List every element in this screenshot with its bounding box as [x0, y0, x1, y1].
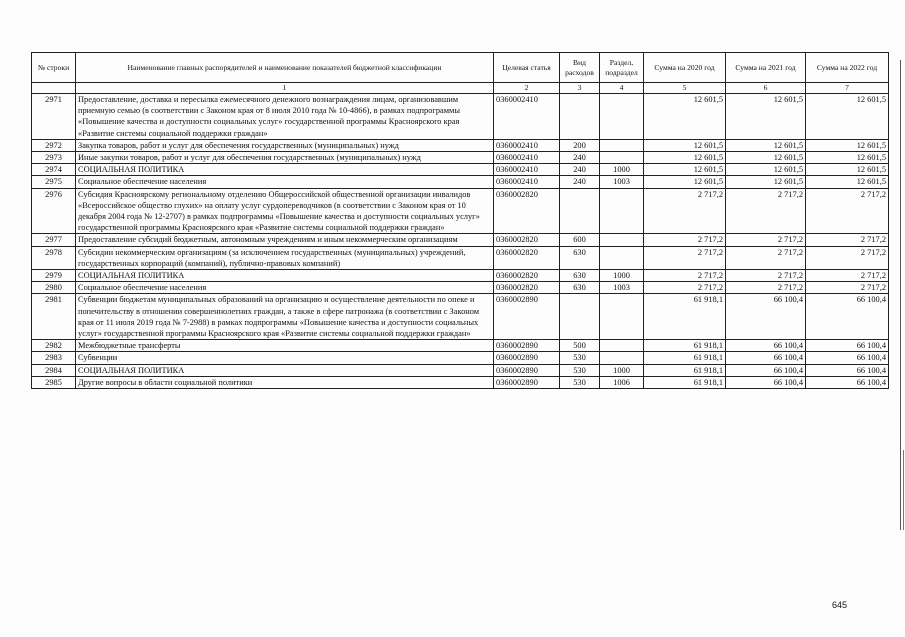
table-row	[32, 152, 889, 164]
row-target-article: 0360002890	[494, 340, 560, 352]
row-sum-2021: 66 100,4	[726, 294, 806, 340]
row-target-article: 0360002410	[494, 139, 560, 151]
row-number: 2985	[32, 376, 76, 388]
page-number: 645	[832, 600, 848, 610]
row-section	[600, 94, 644, 140]
row-sum-2020: 12 601,5	[644, 176, 726, 188]
row-sum-2021: 66 100,4	[726, 352, 806, 364]
row-section: 1000	[600, 270, 644, 282]
column-number: 1	[76, 83, 494, 94]
row-sum-2022: 66 100,4	[806, 364, 889, 376]
row-section	[600, 234, 644, 246]
column-number: 5	[644, 83, 726, 94]
row-name: СОЦИАЛЬНАЯ ПОЛИТИКА	[76, 270, 494, 282]
row-number: 2974	[32, 164, 76, 176]
table-row	[32, 340, 889, 352]
row-section	[600, 188, 644, 234]
row-sum-2022: 2 717,2	[806, 188, 889, 234]
budget-table	[31, 52, 889, 389]
row-expense-kind: 530	[560, 376, 600, 388]
row-sum-2021: 12 601,5	[726, 152, 806, 164]
header-row-no: № строки	[32, 53, 76, 83]
row-number: 2977	[32, 234, 76, 246]
row-sum-2020: 12 601,5	[644, 164, 726, 176]
row-sum-2020: 2 717,2	[644, 282, 726, 294]
row-section	[600, 340, 644, 352]
column-number-row	[32, 83, 889, 94]
row-name: Социальное обеспечение населения	[76, 282, 494, 294]
row-number: 2976	[32, 188, 76, 234]
row-expense-kind	[560, 188, 600, 234]
table-row	[32, 176, 889, 188]
row-sum-2022: 2 717,2	[806, 270, 889, 282]
row-sum-2020: 12 601,5	[644, 139, 726, 151]
row-target-article: 0360002890	[494, 376, 560, 388]
row-number: 2978	[32, 246, 76, 269]
row-sum-2021: 12 601,5	[726, 94, 806, 140]
table-row	[32, 94, 889, 140]
header-name: Наименование главных распорядителей и наименование показателей бюджетной классификации	[76, 53, 494, 83]
row-sum-2021: 66 100,4	[726, 340, 806, 352]
row-expense-kind: 630	[560, 246, 600, 269]
row-number: 2982	[32, 340, 76, 352]
row-expense-kind: 240	[560, 152, 600, 164]
row-sum-2022: 12 601,5	[806, 94, 889, 140]
row-sum-2021: 2 717,2	[726, 270, 806, 282]
table-row	[32, 282, 889, 294]
table-row	[32, 139, 889, 151]
table-body	[32, 94, 889, 389]
row-expense-kind: 200	[560, 139, 600, 151]
header-sum-2021: Сумма на 2021 год	[726, 53, 806, 83]
row-expense-kind: 500	[560, 340, 600, 352]
row-sum-2021: 66 100,4	[726, 364, 806, 376]
column-number: 2	[494, 83, 560, 94]
row-name: Межбюджетные трансферты	[76, 340, 494, 352]
row-name: СОЦИАЛЬНАЯ ПОЛИТИКА	[76, 164, 494, 176]
row-number: 2979	[32, 270, 76, 282]
row-sum-2020: 2 717,2	[644, 188, 726, 234]
row-number: 2984	[32, 364, 76, 376]
row-expense-kind: 600	[560, 234, 600, 246]
row-target-article: 0360002890	[494, 364, 560, 376]
row-sum-2022: 66 100,4	[806, 340, 889, 352]
row-sum-2021: 12 601,5	[726, 176, 806, 188]
row-sum-2022: 66 100,4	[806, 376, 889, 388]
row-sum-2022: 66 100,4	[806, 294, 889, 340]
row-number: 2972	[32, 139, 76, 151]
row-sum-2021: 12 601,5	[726, 139, 806, 151]
table-row	[32, 270, 889, 282]
row-target-article: 0360002410	[494, 176, 560, 188]
row-section	[600, 246, 644, 269]
row-number: 2980	[32, 282, 76, 294]
row-name: Предоставление, доставка и пересылка ежемесячного денежного вознаграждения лицам, организовавшим приемную семью (в соответствии с Законом края от 8 июля 2010 года № 10-4866), в рамках подпрограммы «Повышение качества и доступности социальных услуг» государственной программы Красноярского края «Развитие системы социальной поддержки граждан»	[76, 94, 494, 140]
row-sum-2021: 12 601,5	[726, 164, 806, 176]
table-row	[32, 234, 889, 246]
row-sum-2022: 12 601,5	[806, 139, 889, 151]
table-row	[32, 246, 889, 269]
row-sum-2020: 12 601,5	[644, 152, 726, 164]
row-section: 1000	[600, 164, 644, 176]
header-kind: Вид расходов	[560, 53, 600, 83]
column-number: 3	[560, 83, 600, 94]
row-sum-2022: 2 717,2	[806, 282, 889, 294]
row-name: Субсидия Красноярскому региональному отделению Общероссийской общественной организации инвалидов «Всероссийское общество глухих» на оплату услуг сурдопереводчиков (в соответствии с Законом края от 10 декабря 2004 года № 12-2707) в рамках подпрограммы «Повышение качества и доступности социальных услуг» государственной программы Красноярского края «Развитие системы социальной поддержки граждан»	[76, 188, 494, 234]
header-sum-2020: Сумма на 2020 год	[644, 53, 726, 83]
row-section: 1003	[600, 176, 644, 188]
row-name: Иные закупки товаров, работ и услуг для обеспечения государственных (муниципальных) нужд	[76, 152, 494, 164]
row-expense-kind	[560, 94, 600, 140]
row-target-article: 0360002820	[494, 234, 560, 246]
row-number: 2975	[32, 176, 76, 188]
row-sum-2021: 2 717,2	[726, 234, 806, 246]
header-target: Целевая статья	[494, 53, 560, 83]
table-row	[32, 376, 889, 388]
row-section: 1003	[600, 282, 644, 294]
row-sum-2020: 61 918,1	[644, 376, 726, 388]
row-sum-2021: 2 717,2	[726, 246, 806, 269]
row-expense-kind: 530	[560, 352, 600, 364]
table-row	[32, 364, 889, 376]
row-sum-2022: 2 717,2	[806, 234, 889, 246]
table-row	[32, 294, 889, 340]
row-sum-2022: 12 601,5	[806, 176, 889, 188]
row-target-article: 0360002890	[494, 294, 560, 340]
table-row	[32, 164, 889, 176]
row-sum-2020: 2 717,2	[644, 246, 726, 269]
table-header-row	[32, 53, 889, 83]
row-sum-2022: 12 601,5	[806, 152, 889, 164]
row-target-article: 0360002890	[494, 352, 560, 364]
row-sum-2020: 61 918,1	[644, 340, 726, 352]
row-name: Субвенции	[76, 352, 494, 364]
scan-margin-line	[903, 450, 904, 530]
row-expense-kind: 630	[560, 270, 600, 282]
row-name: Другие вопросы в области социальной политики	[76, 376, 494, 388]
column-number: 6	[726, 83, 806, 94]
row-expense-kind: 530	[560, 364, 600, 376]
row-expense-kind: 240	[560, 176, 600, 188]
row-section: 1000	[600, 364, 644, 376]
column-number	[32, 83, 76, 94]
table-row	[32, 188, 889, 234]
row-sum-2020: 12 601,5	[644, 94, 726, 140]
row-sum-2022: 66 100,4	[806, 352, 889, 364]
row-expense-kind: 240	[560, 164, 600, 176]
row-name: Социальное обеспечение населения	[76, 176, 494, 188]
table-row	[32, 352, 889, 364]
row-number: 2981	[32, 294, 76, 340]
row-name: Закупка товаров, работ и услуг для обеспечения государственных (муниципальных) нужд	[76, 139, 494, 151]
column-number: 7	[806, 83, 889, 94]
row-sum-2022: 2 717,2	[806, 246, 889, 269]
row-target-article: 0360002820	[494, 270, 560, 282]
row-sum-2020: 61 918,1	[644, 352, 726, 364]
scan-margin-line	[900, 60, 901, 530]
row-section: 1006	[600, 376, 644, 388]
row-name: Субвенции бюджетам муниципальных образований на организацию и осуществление деятельности по опеке и попечительству в отношении совершеннолетних граждан, а также в сфере патронажа (в соответствии с Законом края от 11 июля 2019 года № 7-2988) в рамках подпрограммы «Повышение качества и доступности социальных услуг» государственной программы Красноярского края «Развитие системы социальной поддержки граждан»	[76, 294, 494, 340]
row-section	[600, 294, 644, 340]
row-number: 2973	[32, 152, 76, 164]
row-section	[600, 352, 644, 364]
row-target-article: 0360002410	[494, 152, 560, 164]
row-expense-kind	[560, 294, 600, 340]
row-section	[600, 152, 644, 164]
row-section	[600, 139, 644, 151]
row-sum-2022: 12 601,5	[806, 164, 889, 176]
row-name: Предоставление субсидий бюджетным, автономным учреждениям и иным некоммерческим организациям	[76, 234, 494, 246]
row-sum-2021: 2 717,2	[726, 282, 806, 294]
row-target-article: 0360002410	[494, 164, 560, 176]
row-expense-kind: 630	[560, 282, 600, 294]
row-number: 2971	[32, 94, 76, 140]
row-target-article: 0360002820	[494, 282, 560, 294]
row-sum-2021: 66 100,4	[726, 376, 806, 388]
header-section: Раздел, подраздел	[600, 53, 644, 83]
row-sum-2020: 2 717,2	[644, 234, 726, 246]
row-sum-2021: 2 717,2	[726, 188, 806, 234]
row-target-article: 0360002820	[494, 246, 560, 269]
column-number: 4	[600, 83, 644, 94]
header-sum-2022: Сумма на 2022 год	[806, 53, 889, 83]
row-name: СОЦИАЛЬНАЯ ПОЛИТИКА	[76, 364, 494, 376]
row-target-article: 0360002410	[494, 94, 560, 140]
row-sum-2020: 61 918,1	[644, 294, 726, 340]
row-target-article: 0360002820	[494, 188, 560, 234]
row-name: Субсидии некоммерческим организациям (за исключением государственных (муниципальных) учреждений, государственных корпораций (компаний), публично-правовых компаний)	[76, 246, 494, 269]
row-sum-2020: 2 717,2	[644, 270, 726, 282]
row-sum-2020: 61 918,1	[644, 364, 726, 376]
row-number: 2983	[32, 352, 76, 364]
